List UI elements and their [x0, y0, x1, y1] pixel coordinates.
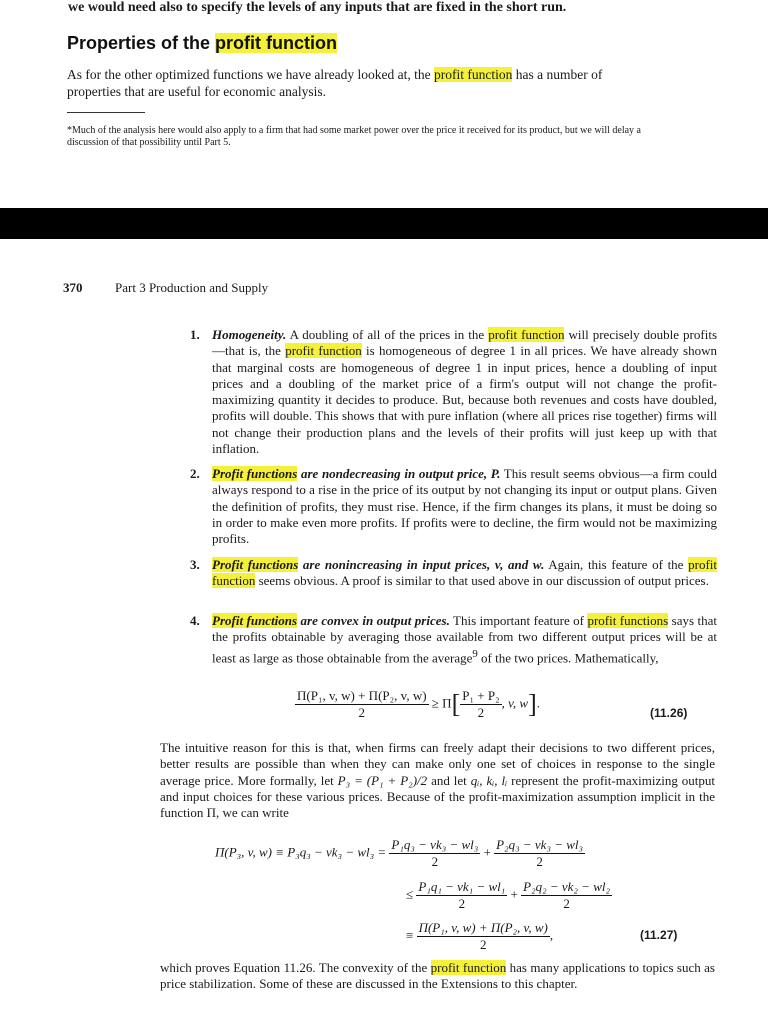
highlight: profit functions — [587, 613, 669, 628]
footnote-divider — [67, 112, 145, 113]
list-item: 3. Profit functions are nonincreasing in input prices, v, and w. Again, this feature of the profit function seems obvious. A proof is similar to that used above in our discussion of output prices. — [190, 557, 717, 589]
intro-paragraph: As for the other optimized functions we have already looked at, the profit function has a number of properties that are useful for economic analysis. — [67, 67, 603, 99]
highlight: profit function — [212, 557, 717, 589]
equation-11-26: $\frac{\text{Π(P₁, v, w) + Π(P₂, v, w)}}{2}$ ≥ Π[ $\frac{\text{P₁ + P₂}}{2}$ , v, w]. — [297, 688, 541, 720]
page-370 — [0, 239, 768, 1024]
equation-11-27-line-2: ≤ $\frac{\text{P₁q₁ − vk₁ − wl₁}}{2}$ + $\frac{\text{P₂q₂ − vk₂ − wl₂}}{2}$ — [406, 879, 611, 911]
equation-number: (11.27) — [640, 928, 678, 942]
page-fragment-top — [0, 0, 768, 208]
equation-11-27-line-1: Π(P₃, v, w) ≡ P₃q₃ − vk₃ − wl₃ = $\frac{\text{P₁q₃ − vk₃ − wl₃}}{2}$ + $\frac{\text{P₂q₃ − vk₃ − wl₃}}{2}$ — [215, 837, 584, 869]
highlight: profit function — [215, 33, 337, 53]
equation-number: (11.26) — [650, 706, 688, 720]
highlight: Profit functions — [212, 466, 298, 481]
footnote: *Much of the analysis here would also apply to a firm that had some market power over the price it received for its product, but we will delay a discussion of that possibility until Part 5. — [67, 125, 641, 148]
text-line: we would need also to specify the levels of any inputs that are fixed in the short run. — [68, 0, 567, 15]
list-item: 1. Homogeneity. A doubling of all of the prices in the profit function will precisely double profits—that is, the profit function is homogeneous of degree 1 in all prices. We have already shown that marginal costs are homogeneous of degree 1 in input prices, hence a doubling of input prices and a doubling of the market price of a firm's output will not change the profit-maximizing quantity it decides to produce. But, because both revenues and costs have doubled, profits will double. This shows that with pure inflation (where all prices rise together) firms will not change their production plans and the levels of their profits will just keep up with that inflation. — [190, 327, 718, 457]
list-item: 2. Profit functions are nondecreasing in output price, P. This result seems obvious—a firm could always respond to a rise in the price of its output by not changing its input or output plans. Given the definition of profits, they must rise. Hence, if the firm changes its plans, it must be doing so in order to make even more profits. If profits were to decline, the firm would not be maximizing profits. — [190, 466, 718, 547]
highlight: profit function — [434, 67, 513, 82]
section-title: Properties of the profit function — [67, 33, 337, 53]
paragraph: The intuitive reason for this is that, when firms can freely adapt their decisions to two different prices, better results are possible than when they can make only one set of choices in response to the single average price. More formally, let P₃ = (P₁ + P₂)/2 and let qᵢ, kᵢ, lᵢ represent the profit-maximizing output and input choices for these various prices. Because of the profit-maximization assumption implicit in the function Π, we can write — [160, 740, 715, 821]
highlight: Profit functions — [212, 557, 299, 572]
highlight: profit function — [430, 960, 507, 975]
list-item: 4. Profit functions are convex in output prices. This important feature of profit functions says that the profits obtainable by averaging those available from two different output prices will be at least as large as those obtainable from the average$^9$ of the two prices. Mathematically, — [190, 613, 718, 665]
running-head: Part 3 Production and Supply — [115, 280, 269, 295]
equation-11-27-line-3: ≡ $\frac{\text{Π(P₁, v, w) + Π(P₂, v, w)}}{2}$ , — [406, 920, 554, 952]
highlight: profit function — [285, 343, 362, 359]
highlight: Profit functions — [212, 613, 298, 628]
paragraph: which proves Equation 11.26. The convexity of the profit function has many applications to topics such as price stabilization. Some of these are discussed in the Extensions to this chapter. — [160, 960, 715, 992]
page-number: 370 — [63, 280, 83, 295]
highlight: profit function — [488, 327, 565, 342]
